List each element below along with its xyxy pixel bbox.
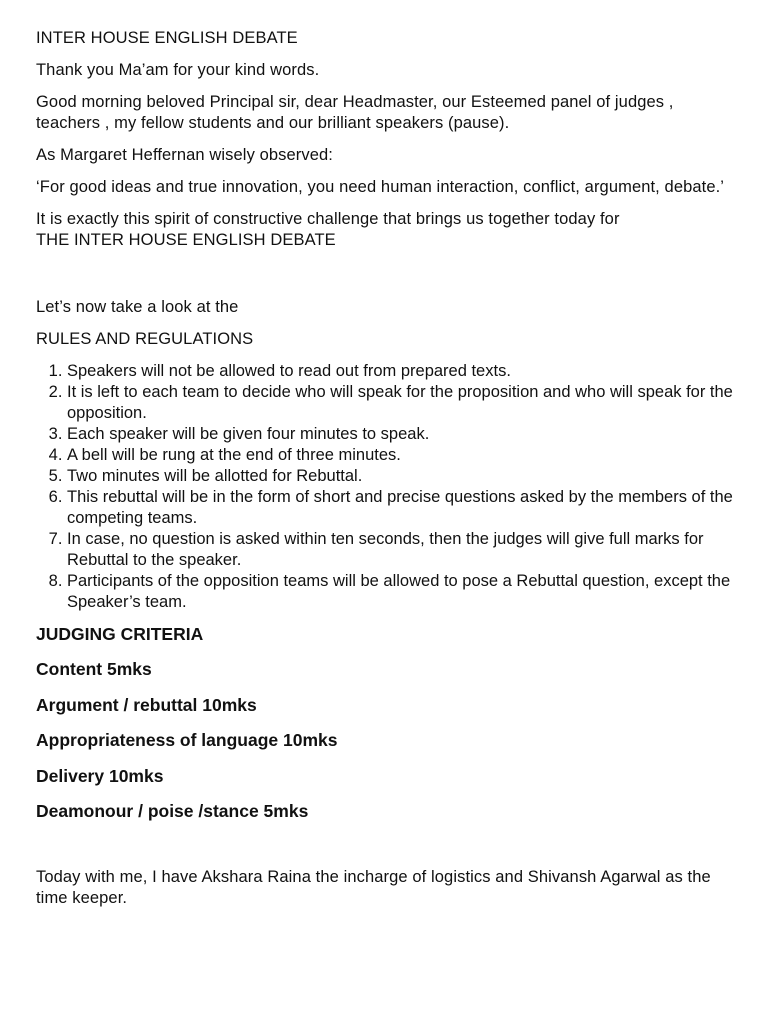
look-at-paragraph: Let’s now take a look at the (36, 298, 239, 316)
rule-item: 7. In case, no question is asked within ten seconds, then the judges will give full marks for Rebuttal to the speaker. (67, 529, 736, 571)
document-page (36, 28, 736, 920)
criteria-item: Argument / rebuttal 10mks (36, 694, 257, 715)
criteria-item: Content 5mks (36, 659, 152, 679)
quote-intro: As Margaret Heffernan wisely observed: (36, 146, 333, 164)
rules-list (36, 361, 736, 613)
criteria-heading: JUDGING CRITERIA (36, 624, 204, 644)
rule-item: 4. A bell will be rung at the end of three minutes. (67, 445, 736, 466)
blank-line (36, 837, 736, 867)
thanks-paragraph: Thank you Ma’am for your kind words. (36, 61, 320, 79)
criteria-item: Delivery 10mks (36, 765, 164, 786)
criteria-item: Deamonour / poise /stance 5mks (36, 801, 309, 821)
blank-line (36, 262, 736, 297)
greeting-paragraph: Good morning beloved Principal sir, dear Headmaster, our Esteemed panel of judges , teachers , my fellow students and our brilliant speakers (pause). (36, 93, 674, 132)
rule-item: 8. Participants of the opposition teams will be allowed to pose a Rebuttal question, except the Speaker’s team. (67, 571, 736, 613)
criteria-item: Appropriateness of language 10mks (36, 730, 338, 750)
rules-heading: RULES AND REGULATIONS (36, 330, 254, 348)
rule-item: 3. Each speaker will be given four minutes to speak. (67, 424, 736, 445)
rule-item: 1. Speakers will not be allowed to read out from prepared texts. (67, 361, 736, 382)
rule-item: 6. This rebuttal will be in the form of short and precise questions asked by the members of the competing teams. (67, 487, 736, 529)
rule-item: 5. Two minutes will be allotted for Rebuttal. (67, 466, 736, 487)
spirit-line-2: THE INTER HOUSE ENGLISH DEBATE (36, 231, 336, 249)
rule-item: 2. It is left to each team to decide who will speak for the proposition and who will speak for the opposition. (67, 382, 736, 424)
closing-paragraph: Today with me, I have Akshara Raina the incharge of logistics and Shivansh Agarwal as the time keeper. (36, 867, 711, 907)
spirit-paragraph (36, 209, 736, 251)
spirit-line-1: It is exactly this spirit of constructive challenge that brings us together today for (36, 210, 620, 228)
document-title: INTER HOUSE ENGLISH DEBATE (36, 29, 298, 47)
quote-paragraph: ‘For good ideas and true innovation, you need human interaction, conflict, argument, debate.’ (36, 178, 725, 196)
